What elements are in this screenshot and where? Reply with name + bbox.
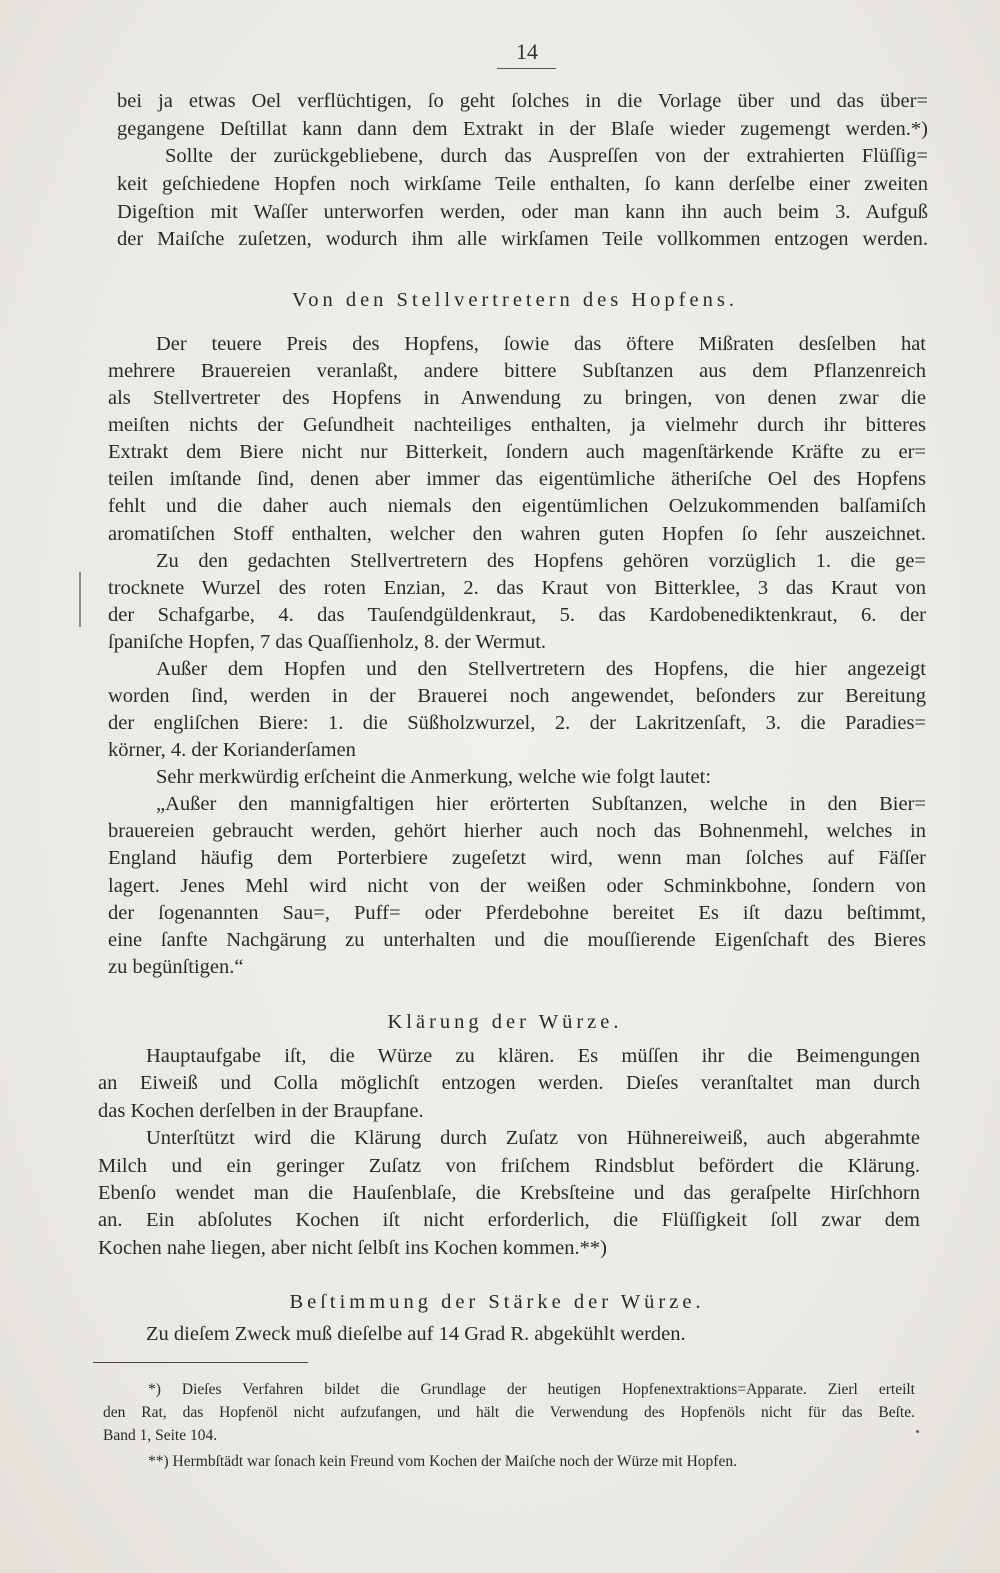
text-line: Milch und ein geringer Zuſatz von friſchem Rindsblut befördert die Klärung. — [98, 1154, 920, 1177]
footnote-line: **) Hermbſtädt war ſonach kein Freund vom Kochen der Maiſche noch der Würze mit Hopfen. — [148, 1453, 737, 1470]
text-line: Der teuere Preis des Hopfens, ſowie das öftere Mißraten desſelben hat — [156, 333, 926, 355]
text-line: worden ſind, werden in der Brauerei noch angewendet, beſonders zur Bereitung — [108, 685, 926, 708]
text-line: zu begünſtigen.“ — [108, 955, 244, 978]
scan-speck — [916, 1430, 919, 1433]
text-line: teilen imſtande ſind, denen aber immer das eigentümliche ätheriſche Oel des Hopfens — [108, 468, 926, 491]
footnotes — [103, 1378, 915, 1473]
text-line: das Kochen derſelben in der Braupfane. — [98, 1099, 424, 1122]
text-line: der engliſchen Biere: 1. die Süßholzwurzel, 2. der Lakritzenſaft, 3. die Paradies= — [108, 712, 926, 735]
text-line: Hauptaufgabe iſt, die Würze zu klären. Es müſſen ihr die Beimengungen — [146, 1045, 920, 1067]
text-line: ſpaniſche Hopfen, 7 das Quaſſienholz, 8. der Wermut. — [108, 630, 547, 653]
text-line: keit geſchiedene Hopfen noch wirkſame Teile enthalten, ſo kann derſelbe einer zweiten — [117, 173, 928, 196]
text-line: Ebenſo wendet man die Hauſenblaſe, die Krebsſteine und das geraſpelte Hirſchhorn — [98, 1181, 920, 1204]
paragraph-block-4 — [98, 1320, 920, 1348]
footnote-line: *) Dieſes Verfahren bildet die Grundlage der heutigen Hopfenextraktions=Apparate. Zierl erteilt — [148, 1381, 915, 1398]
text-line: lagert. Jenes Mehl wird nicht von der weißen oder Schminkbohne, ſondern von — [108, 874, 926, 897]
text-line: gegangene Deſtillat kann dann dem Extrakt in der Blaſe wieder zugemengt werden.*) — [117, 117, 928, 140]
section-heading: Klärung der Würze. — [387, 1011, 623, 1033]
text-line: als Stellvertreter des Hopfens in Anwendung zu bringen, von denen zwar die — [108, 387, 926, 410]
text-line: Zu den gedachten Stellvertretern des Hopfens gehören vorzüglich 1. die ge= — [156, 549, 926, 572]
page-number: 14 — [516, 39, 538, 64]
text-line: Kochen nahe liegen, aber nicht ſelbſt ins Kochen kommen.**) — [98, 1236, 607, 1259]
text-line: mehrere Brauereien veranlaßt, andere bittere Subſtanzen aus dem Pflanzenreich — [108, 360, 926, 383]
text-line: „Außer den mannigfaltigen hier erörterten Subſtanzen, welche in den Bier= — [156, 793, 926, 816]
paragraph-block-1 — [117, 88, 928, 254]
text-line: körner, 4. der Korianderſamen — [108, 739, 356, 762]
paragraph-block-3 — [98, 1043, 920, 1262]
text-line: der Schafgarbe, 4. das Tauſendgüldenkraut, 5. das Kardobenediktenkraut, 6. der — [108, 603, 926, 626]
text-line: trocknete Wurzel des roten Enzian, 2. das Kraut von Bitterklee, 3 das Kraut von — [108, 576, 926, 599]
text-line: brauereien gebraucht werden, gehört hierher auch noch das Bohnenmehl, welches in — [108, 820, 926, 843]
text-line: an Eiweiß und Colla möglichſt entzogen werden. Dieſes veranſtaltet man durch — [98, 1072, 920, 1095]
text-line: Unterſtützt wird die Klärung durch Zuſatz von Hühnereiweiß, auch abgerahmte — [146, 1127, 920, 1150]
page-number-rule — [497, 68, 556, 69]
text-line: Außer dem Hopfen und den Stellvertretern des Hopfens, die hier angezeigt — [156, 657, 926, 680]
margin-pencil-mark — [79, 572, 81, 627]
text-line: eine ſanfte Nachgärung zu unterhalten und die mouſſierende Eigenſchaft des Bieres — [108, 928, 926, 951]
text-line: aromatiſchen Stoff enthalten, welcher den wahren guten Hopfen ſo ſehr auszeichnet. — [108, 522, 926, 545]
text-line: Digeſtion mit Waſſer unterworfen werden, oder man kann ihn auch beim 3. Aufguß — [117, 200, 928, 223]
text-line: meiſten nichts der Geſundheit nachteiliges enthalten, ja vielmehr durch ihr bitteres — [108, 414, 926, 437]
footnote-rule — [93, 1362, 308, 1363]
footnote-line: den Rat, das Hopfenöl nicht aufzufangen, und hält die Verwendung des Hopfenöls nicht für das Beſte. — [103, 1404, 915, 1421]
text-line: Extrakt dem Biere nicht nur Bitterkeit, ſondern auch magenſtärkende Kräfte zu er= — [108, 441, 926, 464]
text-line: Zu dieſem Zweck muß dieſelbe auf 14 Grad R. abgekühlt werden. — [146, 1323, 686, 1345]
text-line: der Maiſche zuſetzen, wodurch ihm alle wirkſamen Teile vollkommen entzogen werden. — [117, 228, 928, 251]
footnote-line: Band 1, Seite 104. — [103, 1427, 218, 1444]
text-line: Sollte der zurückgebliebene, durch das Auspreſſen von der extrahierten Flüſſig= — [165, 145, 928, 168]
section-heading: Von den Stellvertretern des Hopfens. — [292, 289, 738, 311]
text-line: an. Ein abſolutes Kochen iſt nicht erforderlich, die Flüſſigkeit ſoll zwar dem — [98, 1209, 920, 1232]
text-line: Sehr merkwürdig erſcheint die Anmerkung, welche wie folgt lautet: — [156, 766, 712, 789]
paragraph-block-2 — [108, 331, 926, 981]
text-line: bei ja etwas Oel verflüchtigen, ſo geht ſolches in die Vorlage über und das über= — [117, 90, 928, 112]
text-line: fehlt und die daher auch niemals den eigentümlichen Oelzukommenden balſamiſch — [108, 495, 926, 518]
text-line: England häufig dem Porterbiere zugeſetzt wird, wenn man ſolches auf Fäſſer — [108, 847, 926, 870]
section-heading: Beſtimmung der Stärke der Würze. — [289, 1291, 705, 1313]
text-line: der ſogenannten Sau=, Puff= oder Pferdebohne bereitet Es iſt dazu beſtimmt, — [108, 901, 926, 924]
